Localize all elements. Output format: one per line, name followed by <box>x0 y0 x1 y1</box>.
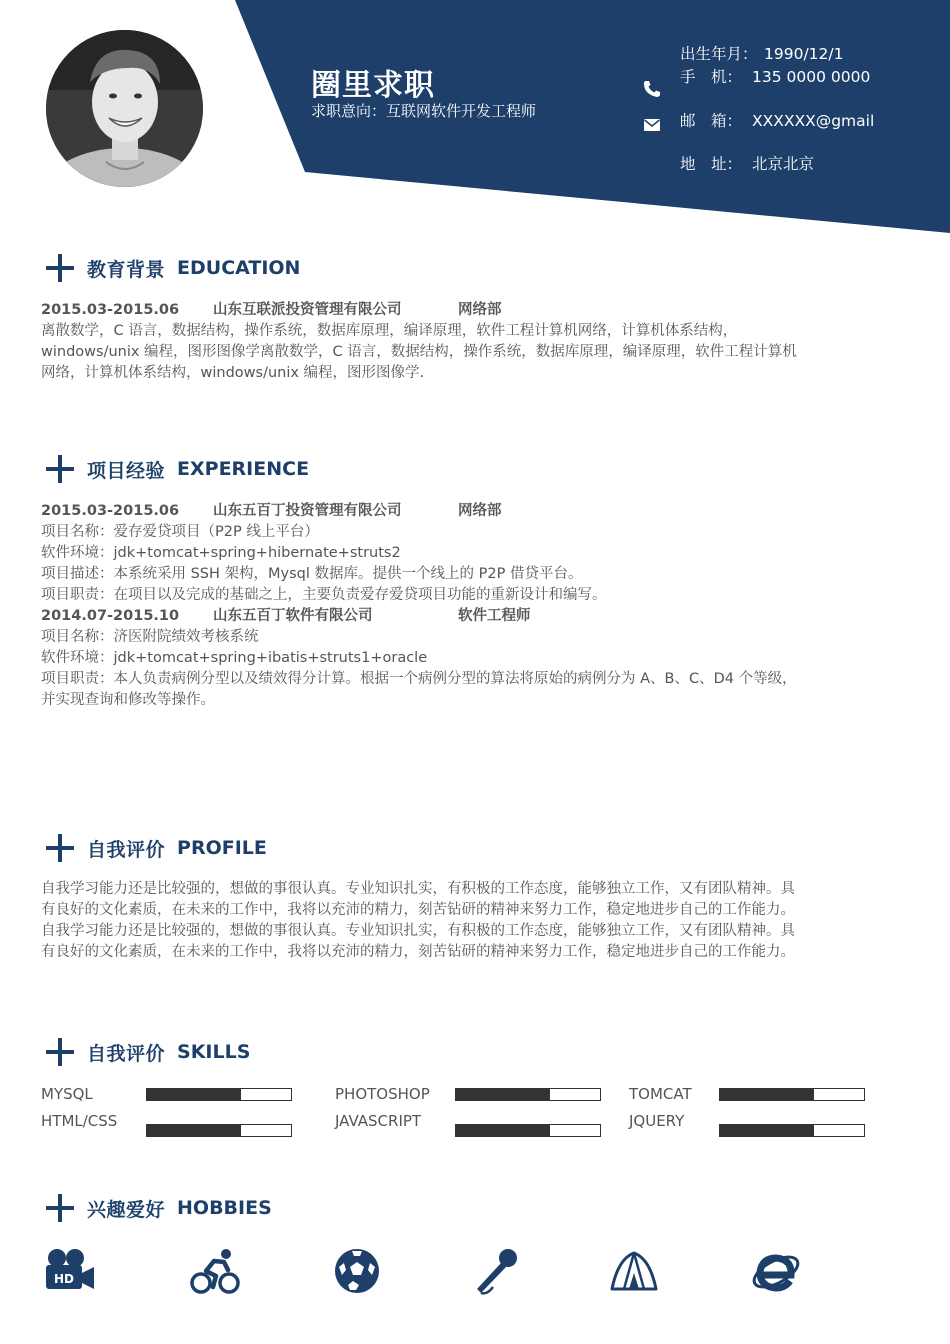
experience-company: 山东五百丁投资管理有限公司 <box>213 503 402 519</box>
hobbies-heading <box>46 1193 272 1223</box>
skill-label: JAVASCRIPT <box>335 1112 422 1130</box>
skill-bar-fill <box>147 1089 241 1100</box>
birth-value: 1990/12/1 <box>764 45 844 63</box>
education-heading <box>46 253 300 283</box>
education-line: 离散数学，C 语言，数据结构，操作系统，数据库原理，编译原理，软件工程计算机网络，计算机体系结构， <box>41 323 738 339</box>
movie-camera-icon <box>44 1245 96 1297</box>
experience-entry-head <box>41 606 881 627</box>
experience-line: 并实现查询和修改等操作。 <box>41 692 215 708</box>
experience-date: 2015.03-2015.06 <box>41 503 180 519</box>
experience-entry-head <box>41 501 881 522</box>
experience-line: 软件环境：jdk+tomcat+spring+hibernate+struts2 <box>41 545 401 561</box>
education-dept: 网络部 <box>458 302 502 318</box>
skill-bar-fill <box>456 1125 550 1136</box>
skill-bar <box>719 1124 865 1137</box>
profile-line: 有良好的文化素质，在未来的工作中，我将以充沛的精力，刻苦钻研的精神来努力工作，稳定地进步自己的工作能力。 <box>41 902 795 918</box>
tent-icon <box>608 1245 660 1297</box>
avatar <box>46 30 203 187</box>
skill-label: TOMCAT <box>629 1085 692 1103</box>
experience-line: 项目职责：在项目以及完成的基础之上，主要负责爱存爱贷项目功能的重新设计和编写。 <box>41 587 607 603</box>
job-intent: 求职意向：互联网软件开发工程师 <box>311 102 537 120</box>
hobbies-title-en: HOBBIES <box>177 1197 272 1219</box>
experience-title-en: EXPERIENCE <box>177 458 310 480</box>
plus-icon <box>46 1038 74 1066</box>
plus-icon <box>46 254 74 282</box>
experience-line: 项目职责：本人负责病例分型以及绩效得分计算。根据一个病例分型的算法将原始的病例分为 A、B、C、D4 个等级， <box>41 671 797 687</box>
email-value: XXXXXX@gmail <box>752 112 875 130</box>
profile-line: 有良好的文化素质，在未来的工作中，我将以充沛的精力，刻苦钻研的精神来努力工作，稳定地进步自己的工作能力。 <box>41 944 795 960</box>
email-label: 邮 箱： <box>680 112 743 130</box>
experience-title: 项目经验 <box>87 459 166 482</box>
profile-line: 自我学习能力还是比较强的，想做的事很认真。专业知识扎实，有积极的工作态度，能够独立工作，又有团队精神。具 <box>41 923 795 939</box>
phone-value: 135 0000 0000 <box>752 68 871 86</box>
skill-bar-fill <box>456 1089 550 1100</box>
education-line: 网络，计算机体系结构，windows/unix 编程，图形图像学. <box>41 365 425 381</box>
phone-icon <box>643 80 661 98</box>
experience-line: 项目描述：本系统采用 SSH 架构，Mysql 数据库。提供一个线上的 P2P 借贷平台。 <box>41 566 583 582</box>
birth-label: 出生年月： <box>680 45 758 63</box>
plus-icon <box>46 1194 74 1222</box>
profile-heading <box>46 833 267 863</box>
address-value: 北京北京 <box>752 155 815 173</box>
experience-line: 项目名称：爱存爱贷项目（P2P 线上平台） <box>41 524 319 540</box>
skill-bar <box>455 1124 601 1137</box>
birth-row <box>680 42 843 64</box>
education-date: 2015.03-2015.06 <box>41 302 180 318</box>
experience-dept: 网络部 <box>458 503 502 519</box>
phone-label: 手 机： <box>680 68 743 86</box>
mail-icon <box>643 116 661 134</box>
skill-bar <box>146 1124 292 1137</box>
education-entry-head <box>41 300 881 321</box>
skill-bar <box>719 1088 865 1101</box>
skill-bar-fill <box>147 1125 241 1136</box>
svg-text:HD: HD <box>53 1272 75 1286</box>
skill-bar-fill <box>720 1089 814 1100</box>
education-title: 教育背景 <box>87 258 166 281</box>
experience-line: 项目名称：济医附院绩效考核系统 <box>41 629 259 645</box>
address-label: 地 址： <box>680 155 743 173</box>
cycling-icon <box>189 1245 241 1297</box>
internet-explorer-icon <box>750 1245 802 1297</box>
skill-label: JQUERY <box>629 1112 685 1130</box>
skill-label: PHOTOSHOP <box>335 1085 430 1103</box>
experience-line: 软件环境：jdk+tomcat+spring+ibatis+struts1+oracle <box>41 650 428 666</box>
education-company: 山东互联派投资管理有限公司 <box>213 302 402 318</box>
skill-label: HTML/CSS <box>41 1112 118 1130</box>
experience-body <box>41 501 881 711</box>
skills-title-en: SKILLS <box>177 1041 251 1063</box>
education-title-en: EDUCATION <box>177 257 301 279</box>
microphone-icon <box>471 1245 523 1297</box>
skills-title: 自我评价 <box>87 1042 166 1065</box>
experience-date: 2014.07-2015.10 <box>41 608 180 624</box>
profile-body <box>41 879 881 963</box>
experience-dept: 软件工程师 <box>458 608 531 624</box>
skills-heading <box>46 1037 250 1067</box>
experience-company: 山东五百丁软件有限公司 <box>213 608 373 624</box>
plus-icon <box>46 455 74 483</box>
applicant-name: 圈里求职 <box>311 68 435 103</box>
skill-bar <box>146 1088 292 1101</box>
education-body <box>41 300 881 384</box>
soccer-ball-icon <box>331 1245 383 1297</box>
education-line: windows/unix 编程，图形图像学离散数学，C 语言，数据结构，操作系统，数据库原理，编译原理，软件工程计算机 <box>41 344 797 360</box>
address-row <box>680 152 814 174</box>
skill-bar-fill <box>720 1125 814 1136</box>
skill-label: MYSQL <box>41 1085 93 1103</box>
profile-title-en: PROFILE <box>177 837 267 859</box>
skill-bar <box>455 1088 601 1101</box>
profile-title: 自我评价 <box>87 838 166 861</box>
experience-heading <box>46 454 309 484</box>
email-row <box>680 109 874 131</box>
plus-icon <box>46 834 74 862</box>
phone-row <box>680 65 870 87</box>
profile-line: 自我学习能力还是比较强的，想做的事很认真。专业知识扎实，有积极的工作态度，能够独立工作，又有团队精神。具 <box>41 881 795 897</box>
hobbies-title: 兴趣爱好 <box>87 1198 166 1221</box>
